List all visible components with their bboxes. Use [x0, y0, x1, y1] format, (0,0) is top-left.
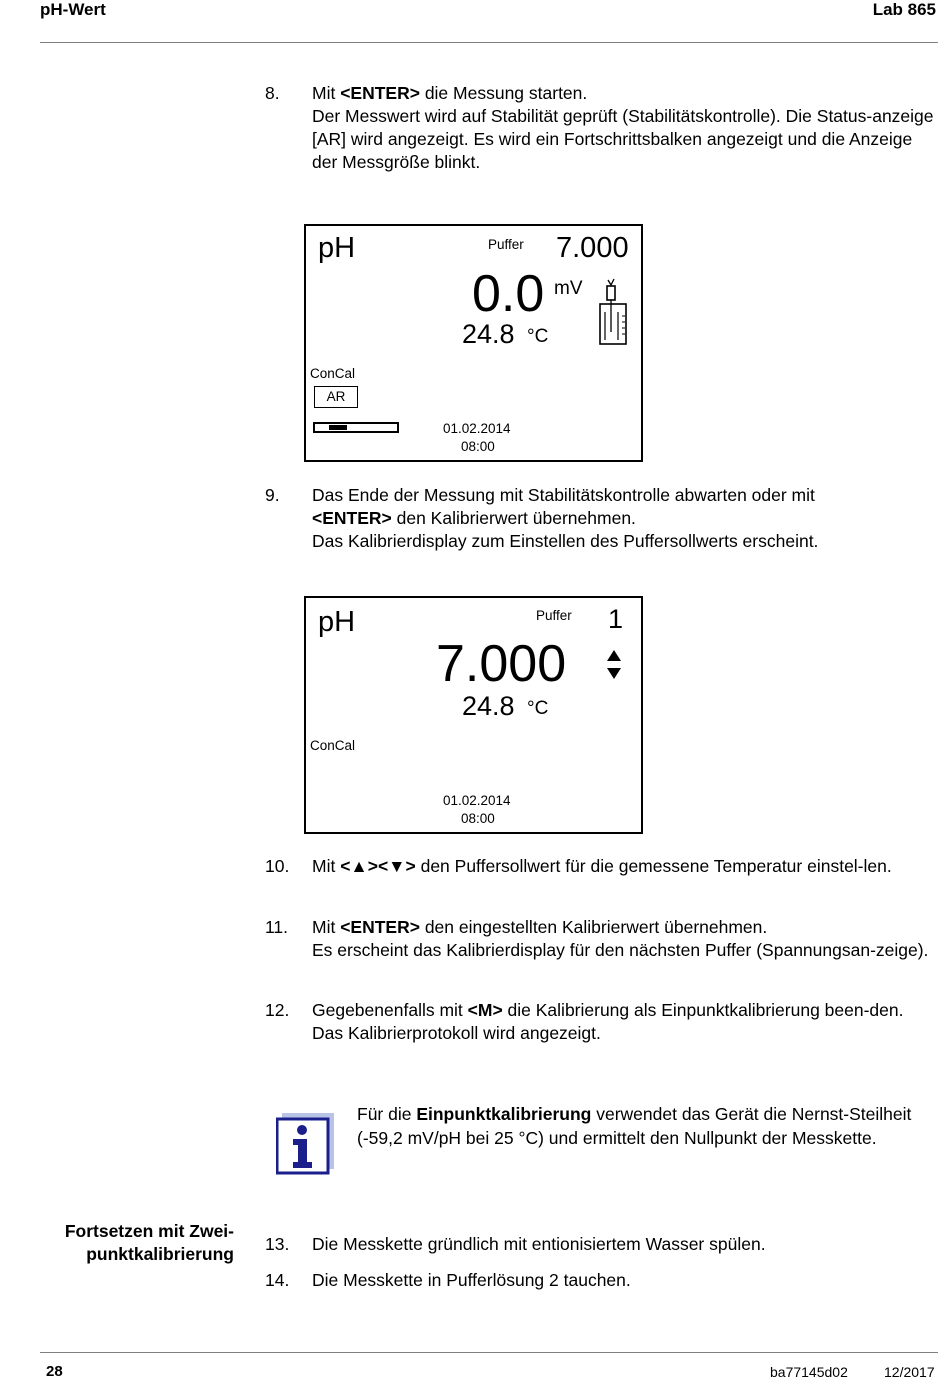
date: 01.02.2014 — [443, 793, 511, 808]
step-9-line1: Das Ende der Messung mit Stabilitätskontrolle abwarten oder mit — [312, 485, 815, 505]
step-11-text: Es erscheint das Kalibrierdisplay für den nächsten Puffer (Spannungsan-zeige). — [312, 940, 929, 960]
step-number: 12. — [265, 1000, 290, 1020]
mode-label: ConCal — [310, 366, 356, 381]
doc-id: ba77145d02 — [770, 1364, 848, 1380]
step-number: 9. — [265, 485, 280, 505]
up-down-arrows-icon — [604, 648, 624, 682]
header-left: pH-Wert — [40, 0, 106, 19]
step-8-line1: Mit <ENTER> die Messung starten. — [312, 83, 588, 103]
buffer-label: Puffer — [488, 237, 524, 252]
step-13-text: Die Messkette gründlich mit entionisiertem Wasser spülen. — [312, 1234, 766, 1254]
temperature-unit: °C — [527, 698, 549, 719]
temperature-value: 24.8 — [462, 691, 515, 721]
progress-bar — [313, 422, 399, 433]
step-12-line1: Gegebenenfalls mit <M> die Kalibrierung als Einpunktkalibrierung been-den. — [312, 1000, 904, 1020]
temperature-unit: °C — [527, 326, 549, 347]
step-number: 13. — [265, 1234, 290, 1254]
status-ar-badge: AR — [314, 386, 358, 408]
buffer-label: Puffer — [536, 608, 572, 623]
main-value: 0.0 — [472, 265, 545, 323]
step-number: 10. — [265, 856, 290, 876]
display-screen-buffer-setpoint — [304, 596, 643, 834]
step-number: 8. — [265, 83, 280, 103]
step-12 — [265, 999, 937, 1045]
main-value: 7.000 — [436, 635, 567, 693]
step-9-line3: Das Kalibrierdisplay zum Einstellen des Puffersollwerts erscheint. — [312, 531, 819, 551]
date: 01.02.2014 — [443, 421, 511, 436]
step-9-line2: <ENTER> den Kalibrierwert übernehmen. — [312, 508, 636, 528]
buffer-value: 7.000 — [556, 232, 629, 264]
mode-label: ConCal — [310, 738, 356, 753]
section-title: Fortsetzen mit Zwei- punktkalibrierung — [64, 1221, 234, 1264]
step-10 — [265, 855, 937, 878]
param-label: pH — [318, 232, 356, 264]
page-number: 28 — [46, 1363, 63, 1380]
step-10-text: Mit <▲><▼> den Puffersollwert für die gemessene Temperatur einstel-len. — [312, 856, 892, 876]
temperature-value: 24.8 — [462, 319, 515, 349]
display-screen-measuring — [304, 224, 643, 462]
electrode-beaker-icon — [596, 276, 632, 348]
step-number: 11. — [265, 917, 289, 937]
progress-fill — [329, 425, 347, 430]
param-label: pH — [318, 606, 356, 638]
step-8-text: Der Messwert wird auf Stabilität geprüft (Stabilitätskontrolle). Die Status-anzeige [AR] wird angezeigt. Es wird ein Fortschrittsbalken angezeigt und die Anzeige der Messgröße blinkt. — [312, 106, 934, 172]
info-icon — [276, 1113, 334, 1175]
main-unit: mV — [554, 278, 583, 299]
step-9 — [265, 484, 937, 553]
step-13 — [265, 1233, 937, 1256]
step-14-text: Die Messkette in Pufferlösung 2 tauchen. — [312, 1270, 631, 1290]
time: 08:00 — [461, 439, 495, 454]
step-11-line1: Mit <ENTER> den eingestellten Kalibrierwert übernehmen. — [312, 917, 768, 937]
header-right: Lab 865 — [872, 0, 936, 19]
footer-rule — [40, 1352, 938, 1353]
step-12-text: Das Kalibrierprotokoll wird angezeigt. — [312, 1023, 601, 1043]
step-11 — [265, 916, 937, 962]
step-8 — [265, 82, 937, 174]
header-rule — [40, 42, 938, 43]
step-14 — [265, 1269, 937, 1292]
doc-date: 12/2017 — [884, 1364, 935, 1380]
buffer-number: 1 — [608, 604, 624, 634]
info-note: Für die Einpunktkalibrierung verwendet das Gerät die Nernst-Steilheit (-59,2 mV/pH bei 25 °C) und ermittelt den Nullpunkt der Messkette. — [357, 1104, 912, 1148]
step-number: 14. — [265, 1270, 290, 1290]
time: 08:00 — [461, 811, 495, 826]
